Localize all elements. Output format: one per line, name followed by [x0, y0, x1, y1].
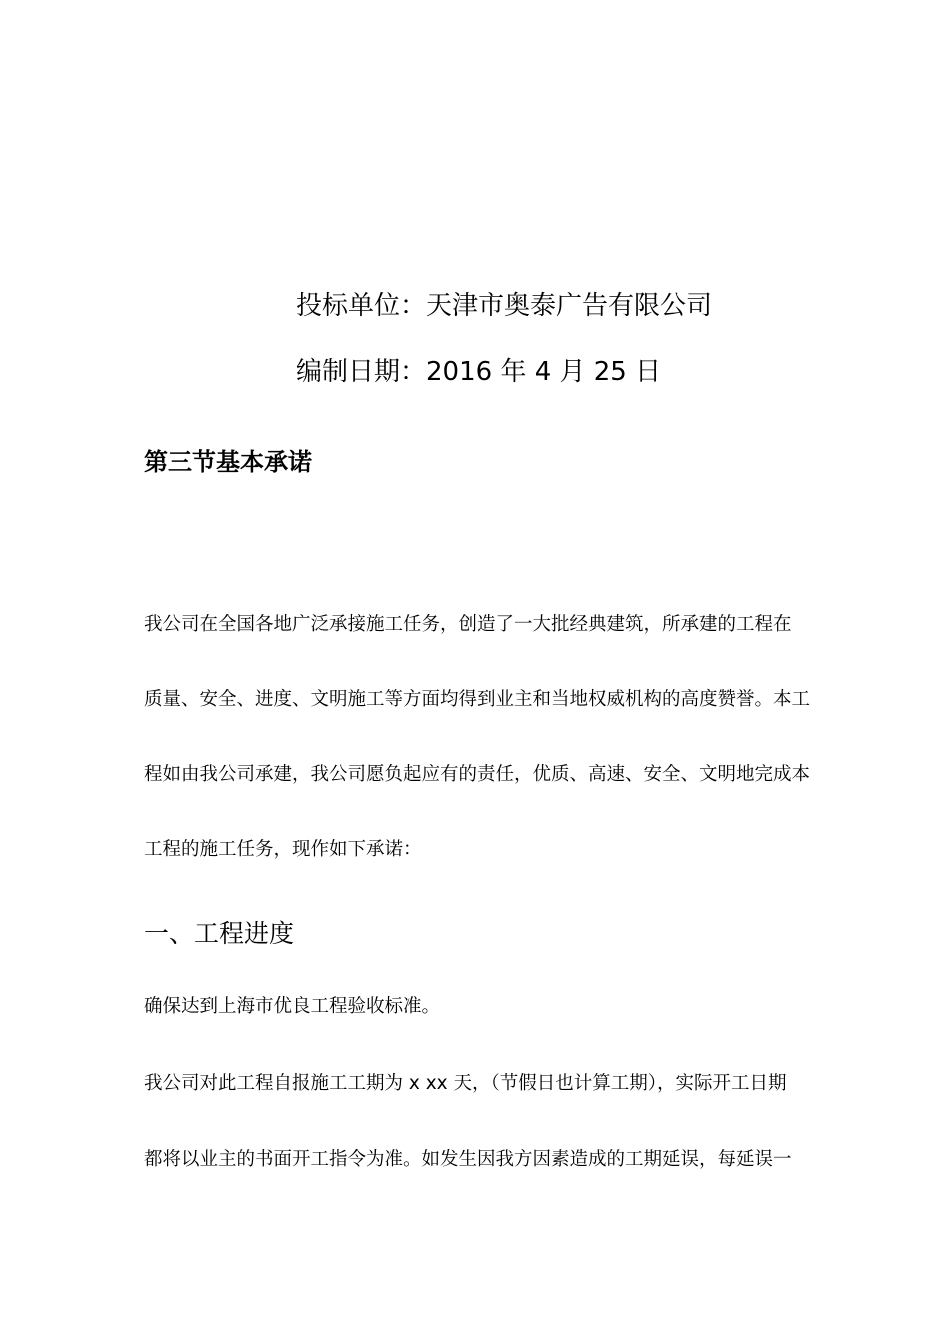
schedule-line-1: 我公司对此工程自报施工工期为 x xx 天，（节假日也计算工期），实际开工日期 [144, 1073, 787, 1094]
intro-line-1: 我公司在全国各地广泛承接施工任务，创造了一大批经典建筑，所承建的工程在 [144, 614, 792, 635]
schedule-line-2: 都将以业主的书面开工指令为准。如发生因我方因素造成的工期延误，每延误一 [144, 1149, 792, 1170]
intro-line-4: 工程的施工任务，现作如下承诺： [144, 839, 422, 860]
section-title: 第三节基本承诺 [144, 448, 312, 476]
intro-line-2: 质量、安全、进度、文明施工等方面均得到业主和当地权威机构的高度赞誉。本工 [144, 689, 811, 710]
subheading-schedule: 一、工程进度 [144, 919, 295, 948]
standard-line: 确保达到上海市优良工程验收标准。 [144, 996, 441, 1017]
compile-date-line: 编制日期：2016 年 4 月 25 日 [296, 357, 662, 387]
bidder-line: 投标单位：天津市奥泰广告有限公司 [296, 291, 713, 321]
intro-line-3: 程如由我公司承建，我公司愿负起应有的责任，优质、高速、安全、文明地完成本 [144, 764, 811, 785]
